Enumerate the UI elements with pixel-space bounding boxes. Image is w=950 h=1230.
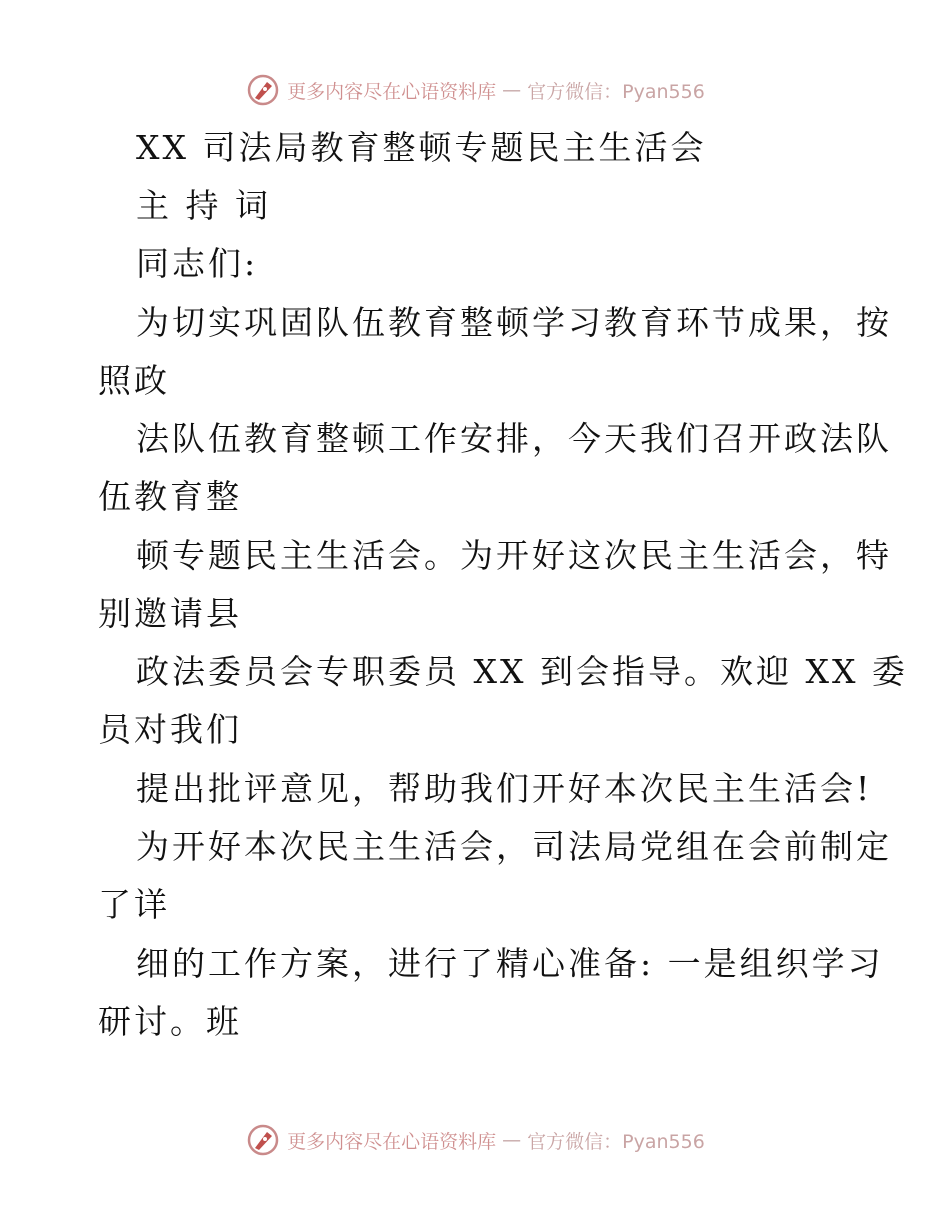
body-line: 为开好本次民主生活会，司法局党组在会前制定 [136,827,892,866]
body-line: 顿专题民主生活会。为开好这次民主生活会，特 [136,536,892,575]
watermark-wechat-text: 官方微信：Pyan556 [527,80,705,103]
body-line: 法队伍教育整顿工作安排，今天我们召开政法队 [136,419,892,458]
watermark-separator: — [502,79,522,101]
body-line: 提出批评意见，帮助我们开好本次民主生活会! [136,769,873,808]
watermark-main-text: 更多内容尽在心语资料库 [287,80,497,103]
watermark-footer [0,1120,950,1160]
watermark-wechat-text: 官方微信：Pyan556 [527,1130,705,1153]
body-line: 细的工作方案，进行了精心准备: 一是组织学习 [136,944,884,983]
body-line: 员对我们 [98,710,242,749]
document-title: XX 司法局教育整顿专题民主生活会 [136,128,707,167]
body-line: 照政 [98,361,170,400]
body-line: 别邀请县 [98,594,242,633]
document-greeting: 同志们: [136,244,259,283]
watermark-separator: — [502,1129,522,1151]
pen-nib-logo-icon [245,1122,281,1158]
body-line: 伍教育整 [98,477,242,516]
body-line: 为切实巩固队伍教育整顿学习教育环节成果，按 [136,303,892,342]
document-subtitle: 主 持 词 [136,186,271,225]
body-line: 研讨。班 [98,1002,242,1041]
watermark-main-text: 更多内容尽在心语资料库 [287,1130,497,1153]
body-line: 了详 [98,885,170,924]
body-line: 政法委员会专职委员 XX 到会指导。欢迎 XX 委 [136,652,908,691]
